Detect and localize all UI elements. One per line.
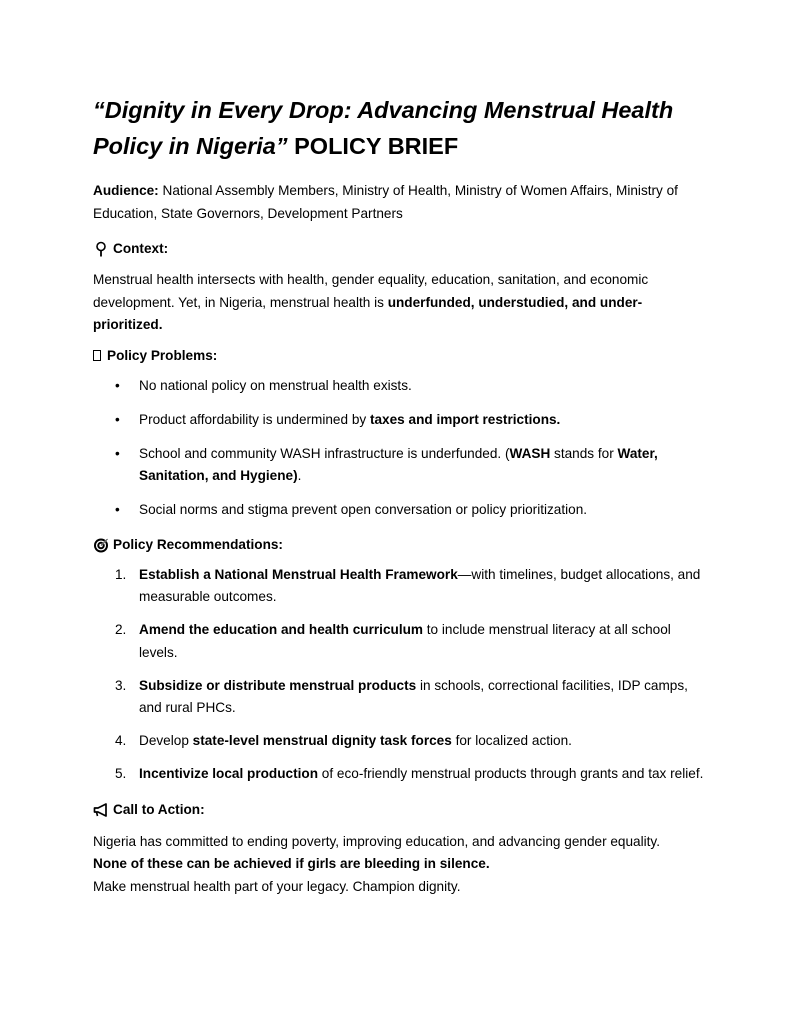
- call-to-action-line2: [93, 853, 705, 876]
- problems-list: [93, 375, 705, 522]
- recommendations-list: [93, 564, 705, 786]
- magnifier-icon: [93, 241, 109, 257]
- audience-paragraph: [93, 180, 705, 225]
- context-text: Menstrual health intersects with health, gender equality, education, sanitation, and economic development. Yet, in Nigeria, menstrual health is: [93, 272, 649, 310]
- item-number: 4.: [115, 733, 127, 748]
- recommendations-heading-label: Policy Recommendations:: [113, 536, 283, 552]
- context-heading-label: Context:: [113, 241, 169, 256]
- item-number: 1.: [115, 566, 127, 582]
- call-to-action-line3: Make menstrual health part of your legacy. Champion dignity.: [93, 878, 461, 894]
- item-text: Develop: [139, 733, 193, 748]
- item-bold: Subsidize or distribute menstrual products: [139, 677, 417, 693]
- item-bold: Establish a National Menstrual Health Framework: [139, 566, 458, 582]
- item-text: No national policy on menstrual health exists.: [139, 377, 412, 393]
- call-to-action-line1: Nigeria has committed to ending poverty, improving education, and advancing gender equality.: [93, 833, 660, 849]
- context-heading: [93, 238, 705, 260]
- call-to-action-heading-label: Call to Action:: [113, 801, 205, 817]
- list-item: [93, 730, 705, 753]
- item-text: Product affordability is undermined by: [139, 411, 370, 427]
- context-paragraph: [93, 269, 705, 337]
- item-text: School and community WASH infrastructure is underfunded. (: [139, 445, 510, 461]
- list-item: [93, 409, 705, 432]
- missing-glyph-box-icon: [93, 350, 101, 361]
- list-item: [93, 675, 705, 720]
- list-item: [93, 564, 705, 609]
- audience-label: Audience:: [93, 183, 159, 198]
- item-text: in schools, correctional facilities, IDP camps, and rural PHCs.: [139, 677, 688, 715]
- document-title: [93, 92, 705, 164]
- item-text: of eco-friendly menstrual products through grants and tax relief.: [318, 766, 704, 781]
- item-text: —with timelines, budget allocations, and measurable outcomes.: [139, 566, 701, 604]
- problems-heading: [93, 345, 705, 367]
- problems-heading-label: Policy Problems:: [107, 347, 218, 363]
- item-number: 5.: [115, 766, 127, 781]
- item-number: 2.: [115, 622, 127, 637]
- title-italic: “Dignity in Every Drop: Advancing Menstrual Health Policy in Nigeria”: [93, 97, 674, 159]
- audience-text: National Assembly Members, Ministry of Health, Ministry of Women Affairs, Ministry of Education, State Governors, Development Partners: [93, 183, 678, 221]
- item-text: Social norms and stigma prevent open conversation or policy prioritization.: [139, 502, 588, 517]
- list-item: [93, 499, 705, 522]
- item-text: .: [297, 468, 302, 483]
- item-text: for localized action.: [451, 733, 572, 748]
- item-bold: taxes and import restrictions.: [369, 411, 561, 427]
- target-icon: [93, 537, 109, 553]
- call-to-action-bold: None of these can be achieved if girls are bleeding in silence.: [93, 856, 490, 871]
- item-bold: WASH: [509, 445, 551, 461]
- item-text: stands for: [550, 445, 618, 461]
- item-text: to include menstrual literacy at all school levels.: [139, 622, 671, 660]
- call-to-action-heading: [93, 799, 705, 821]
- list-item: [93, 619, 705, 664]
- title-policy-brief: POLICY BRIEF: [287, 133, 459, 159]
- item-bold: Amend the education and health curriculum: [139, 622, 423, 637]
- item-number: 3.: [115, 677, 127, 693]
- list-item: [93, 763, 705, 786]
- context-bold: underfunded, understudied, and under-prioritized.: [93, 294, 643, 332]
- megaphone-icon: [93, 802, 109, 818]
- item-bold: Incentivize local production: [139, 766, 319, 781]
- item-bold: Water, Sanitation, and Hygiene): [139, 445, 658, 483]
- list-item: [93, 443, 705, 488]
- policy-brief: [93, 92, 705, 898]
- recommendations-heading: [93, 534, 705, 556]
- list-item: [93, 375, 705, 398]
- item-bold: state-level menstrual dignity task forces: [192, 733, 452, 748]
